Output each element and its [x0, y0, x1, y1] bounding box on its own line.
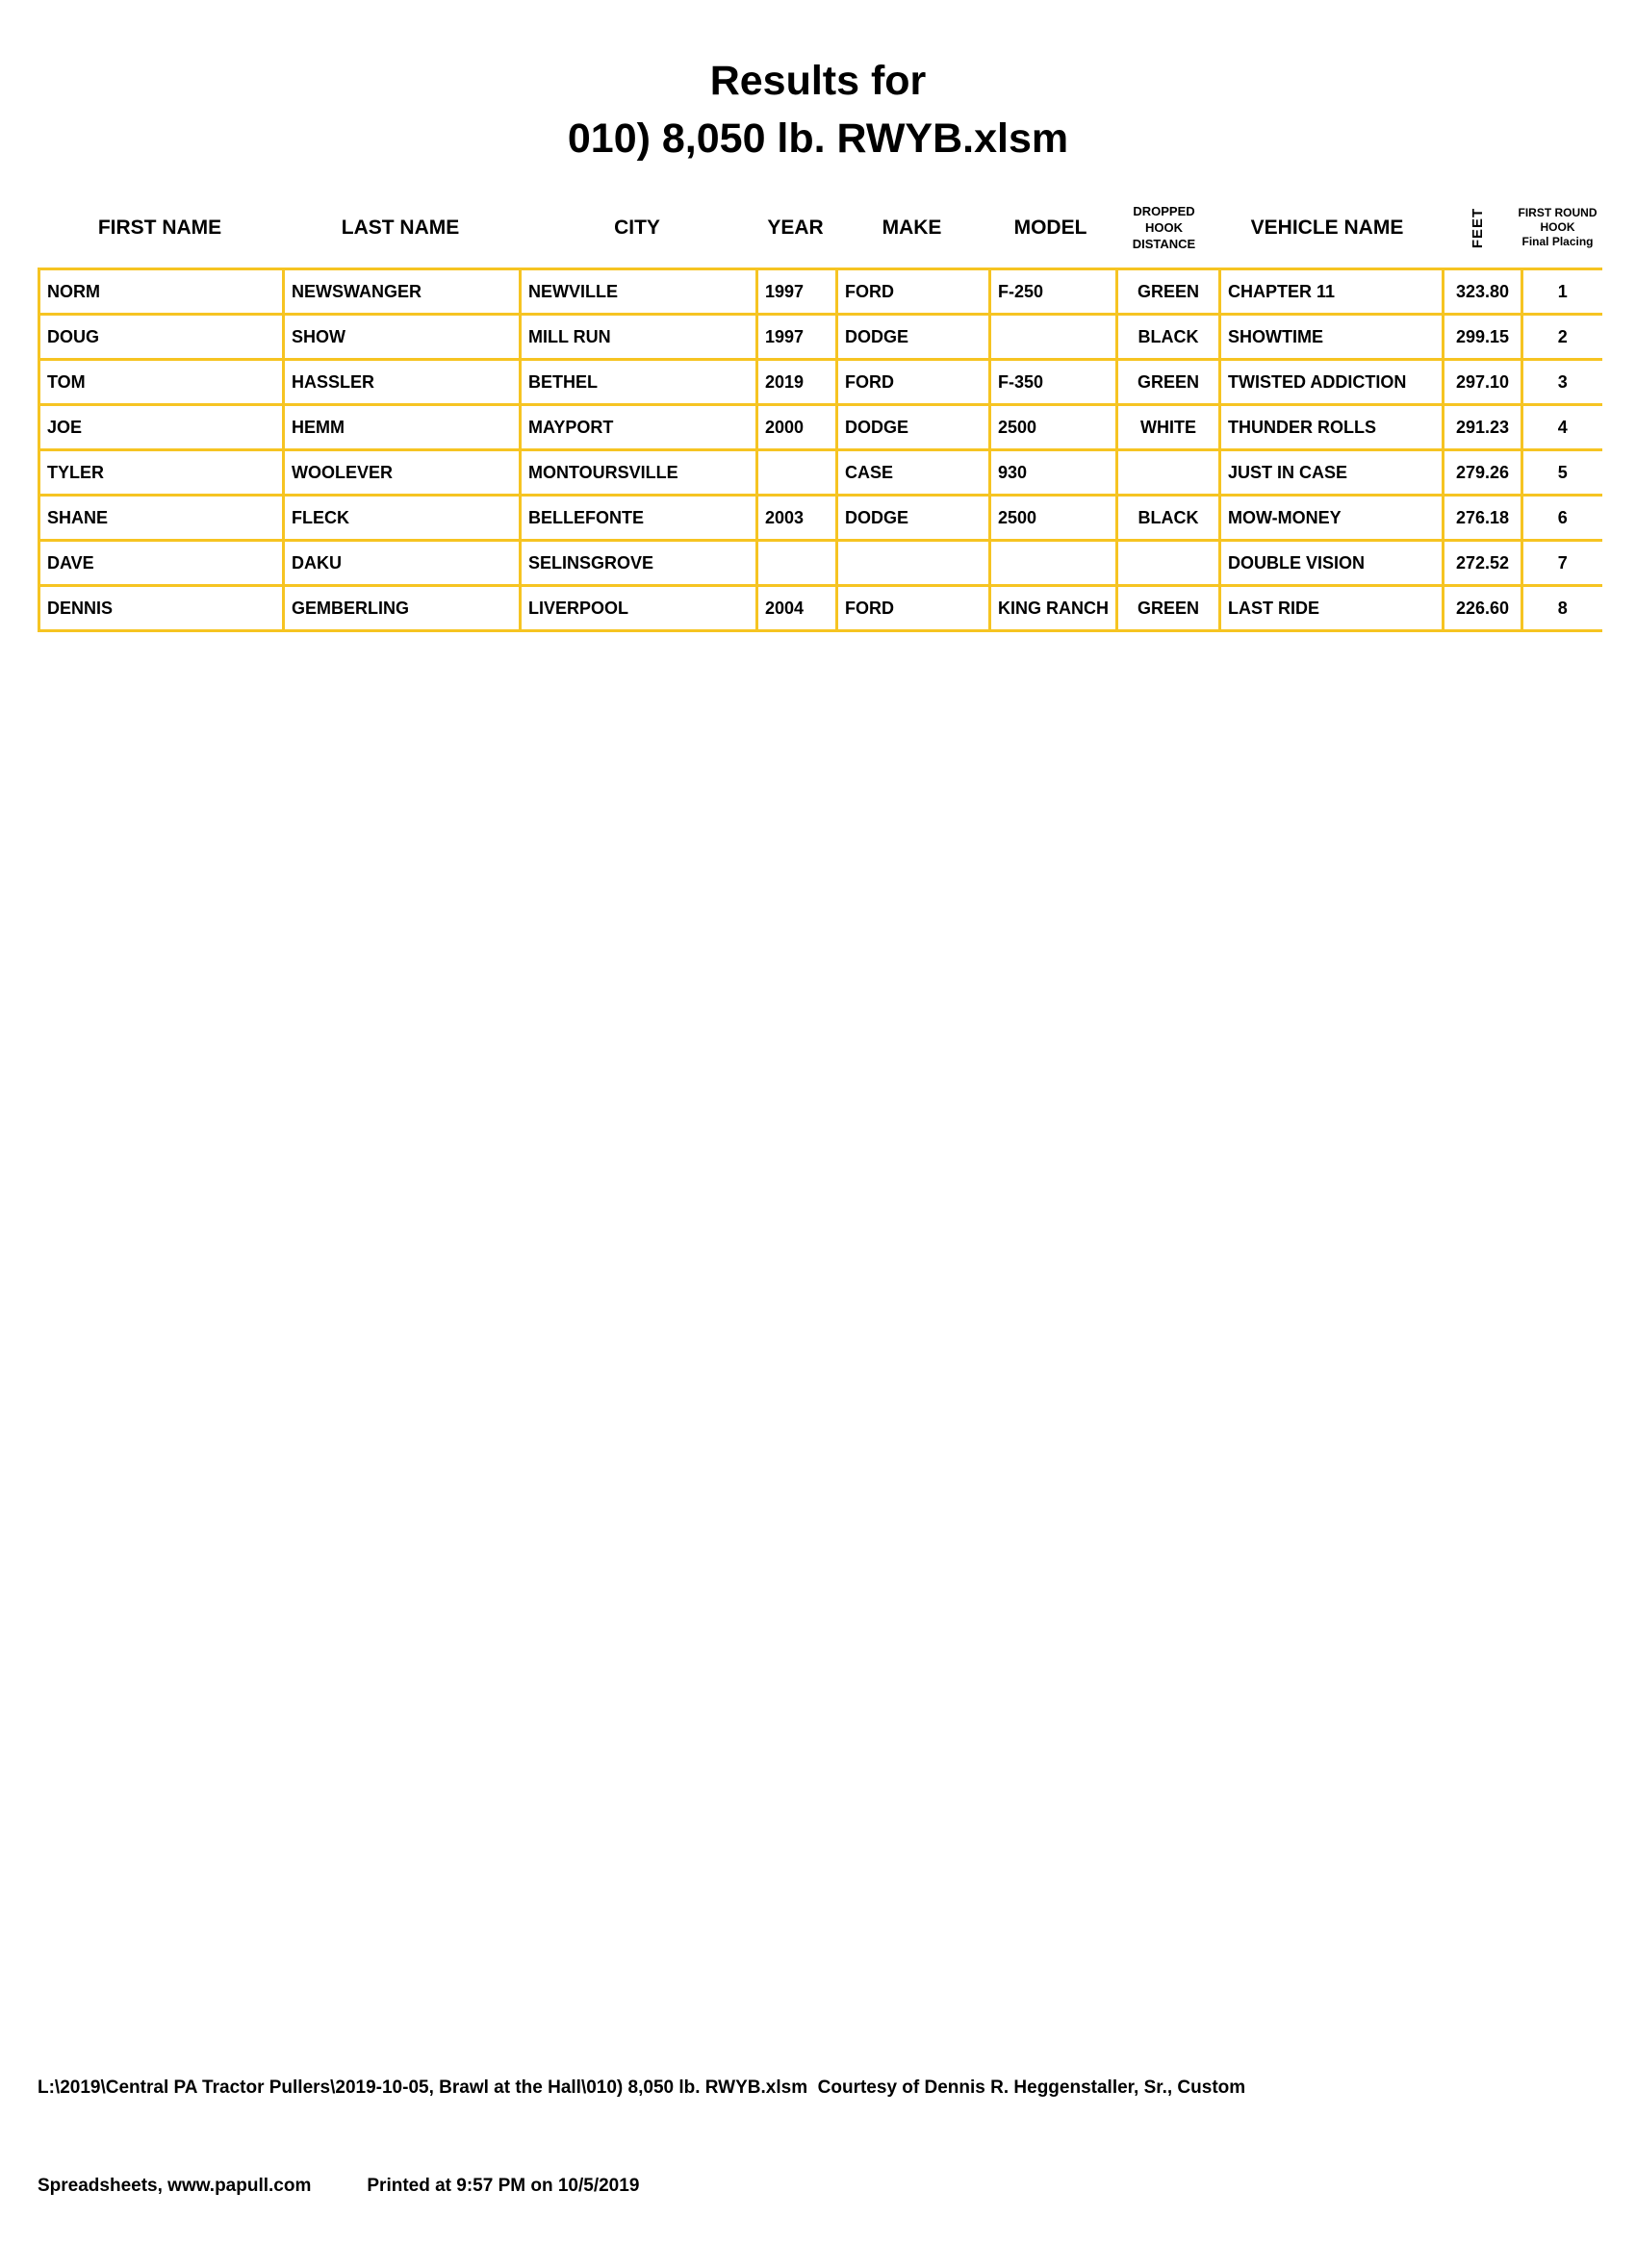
cell-placing: 7 — [1522, 541, 1602, 586]
column-header-final-placing: FIRST ROUND HOOK Final Placing — [1518, 206, 1598, 248]
title-line-1: Results for — [709, 58, 927, 104]
cell-make: DODGE — [837, 315, 990, 360]
cell-feet: 272.52 — [1444, 541, 1522, 586]
cell-feet: 291.23 — [1444, 405, 1522, 450]
cell-last-name: FLECK — [284, 496, 521, 541]
column-header-vehicle-name: VEHICLE NAME — [1250, 216, 1404, 239]
cell-feet: 276.18 — [1444, 496, 1522, 541]
cell-make: CASE — [837, 450, 990, 496]
table-row — [39, 496, 1602, 541]
cell-last-name: GEMBERLING — [284, 586, 521, 631]
cell-year: 2004 — [757, 586, 837, 631]
cell-vehicle-name: CHAPTER 11 — [1220, 269, 1444, 315]
cell-feet: 323.80 — [1444, 269, 1522, 315]
cell-last-name: WOOLEVER — [284, 450, 521, 496]
cell-vehicle-name: MOW-MONEY — [1220, 496, 1444, 541]
cell-city: NEWVILLE — [521, 269, 757, 315]
footer-website: Spreadsheets, www.papull.com — [38, 2176, 312, 2196]
cell-vehicle-name: DOUBLE VISION — [1220, 541, 1444, 586]
cell-dropped-hook-color: GREEN — [1117, 360, 1220, 405]
cell-dropped-hook-color: WHITE — [1117, 405, 1220, 450]
table-row — [39, 315, 1602, 360]
cell-year: 2019 — [757, 360, 837, 405]
column-header-city: CITY — [614, 216, 660, 239]
cell-city: MONTOURSVILLE — [521, 450, 757, 496]
footer-printed-at: Printed at 9:57 PM on 10/5/2019 — [367, 2176, 640, 2196]
cell-make: FORD — [837, 586, 990, 631]
cell-city: BETHEL — [521, 360, 757, 405]
cell-make — [837, 541, 990, 586]
cell-dropped-hook-color — [1117, 541, 1220, 586]
cell-placing: 5 — [1522, 450, 1602, 496]
cell-first-name: NORM — [39, 269, 284, 315]
footer-line-2 — [38, 2170, 1245, 2203]
results-sheet — [38, 188, 1602, 632]
table-row — [39, 586, 1602, 631]
column-header-feet: FEET — [1470, 207, 1486, 248]
cell-first-name: JOE — [39, 405, 284, 450]
cell-last-name: NEWSWANGER — [284, 269, 521, 315]
results-table — [38, 268, 1602, 632]
cell-city: MILL RUN — [521, 315, 757, 360]
cell-first-name: DOUG — [39, 315, 284, 360]
cell-model: 2500 — [990, 405, 1117, 450]
cell-dropped-hook-color: GREEN — [1117, 586, 1220, 631]
cell-placing: 6 — [1522, 496, 1602, 541]
cell-make: DODGE — [837, 405, 990, 450]
table-row — [39, 450, 1602, 496]
column-header-first-name: FIRST NAME — [97, 216, 222, 239]
footer-file-path: L:\2019\Central PA Tractor Pullers\2019-10-05, Brawl at the Hall\010) 8,050 lb. RWYB.xlsm Courtesy of Dennis R. Heggenstaller, Sr., Custom — [38, 2077, 1246, 2098]
column-header-model: MODEL — [1013, 216, 1087, 239]
cell-feet: 299.15 — [1444, 315, 1522, 360]
cell-dropped-hook-color: GREEN — [1117, 269, 1220, 315]
cell-feet: 226.60 — [1444, 586, 1522, 631]
cell-year: 1997 — [757, 315, 837, 360]
results-table-body — [39, 269, 1602, 631]
cell-city: BELLEFONTE — [521, 496, 757, 541]
cell-vehicle-name: LAST RIDE — [1220, 586, 1444, 631]
cell-last-name: SHOW — [284, 315, 521, 360]
cell-first-name: DENNIS — [39, 586, 284, 631]
cell-model: F-350 — [990, 360, 1117, 405]
cell-year: 1997 — [757, 269, 837, 315]
cell-feet: 279.26 — [1444, 450, 1522, 496]
cell-model — [990, 315, 1117, 360]
cell-make: DODGE — [837, 496, 990, 541]
cell-first-name: TYLER — [39, 450, 284, 496]
cell-placing: 8 — [1522, 586, 1602, 631]
column-header-last-name: LAST NAME — [341, 216, 460, 239]
table-row — [39, 269, 1602, 315]
table-header-row — [38, 188, 1602, 268]
column-header-dropped-hook-distance: DROPPED HOOK DISTANCE — [1132, 204, 1196, 251]
cell-model — [990, 541, 1117, 586]
cell-vehicle-name: THUNDER ROLLS — [1220, 405, 1444, 450]
cell-vehicle-name: SHOWTIME — [1220, 315, 1444, 360]
cell-model: KING RANCH — [990, 586, 1117, 631]
cell-placing: 1 — [1522, 269, 1602, 315]
cell-year: 2000 — [757, 405, 837, 450]
page-title — [0, 52, 1636, 167]
cell-year — [757, 541, 837, 586]
cell-city: MAYPORT — [521, 405, 757, 450]
cell-model: 930 — [990, 450, 1117, 496]
cell-vehicle-name: JUST IN CASE — [1220, 450, 1444, 496]
title-line-2: 010) 8,050 lb. RWYB.xlsm — [567, 115, 1069, 162]
cell-placing: 2 — [1522, 315, 1602, 360]
cell-last-name: HEMM — [284, 405, 521, 450]
cell-city: SELINSGROVE — [521, 541, 757, 586]
cell-first-name: DAVE — [39, 541, 284, 586]
cell-dropped-hook-color: BLACK — [1117, 315, 1220, 360]
cell-first-name: SHANE — [39, 496, 284, 541]
cell-last-name: DAKU — [284, 541, 521, 586]
cell-model: 2500 — [990, 496, 1117, 541]
table-row — [39, 405, 1602, 450]
cell-feet: 297.10 — [1444, 360, 1522, 405]
cell-dropped-hook-color — [1117, 450, 1220, 496]
cell-year: 2003 — [757, 496, 837, 541]
footer — [38, 2006, 1245, 2268]
cell-placing: 3 — [1522, 360, 1602, 405]
cell-city: LIVERPOOL — [521, 586, 757, 631]
cell-dropped-hook-color: BLACK — [1117, 496, 1220, 541]
table-row — [39, 541, 1602, 586]
cell-model: F-250 — [990, 269, 1117, 315]
cell-last-name: HASSLER — [284, 360, 521, 405]
cell-placing: 4 — [1522, 405, 1602, 450]
cell-first-name: TOM — [39, 360, 284, 405]
table-row — [39, 360, 1602, 405]
cell-year — [757, 450, 837, 496]
column-header-make: MAKE — [882, 216, 942, 239]
cell-make: FORD — [837, 360, 990, 405]
cell-vehicle-name: TWISTED ADDICTION — [1220, 360, 1444, 405]
column-header-year: YEAR — [767, 216, 824, 239]
cell-make: FORD — [837, 269, 990, 315]
